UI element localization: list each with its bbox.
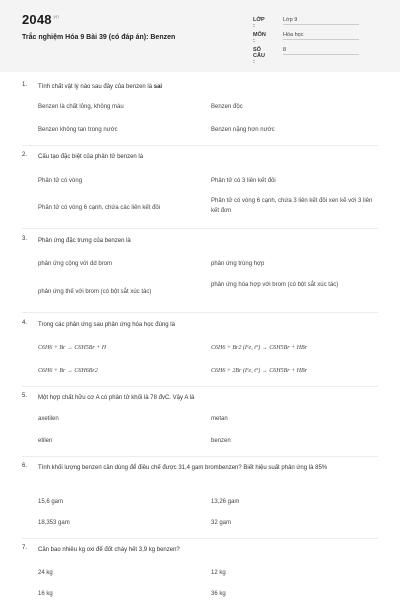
question-text: Một hợp chất hữu cơ A có phân tử khối là 78 đvC. Vậy A là xyxy=(38,395,195,401)
option[interactable]: phản ứng trùng hợp xyxy=(211,261,265,267)
question-text-emphasis: sai xyxy=(153,84,163,90)
option[interactable]: Benzen không tan trong nước xyxy=(38,127,118,133)
option[interactable]: Benzen nặng hơn nước xyxy=(211,127,275,133)
meta-value: Lớp 9 xyxy=(283,17,359,25)
divider xyxy=(22,228,378,229)
option[interactable]: etilen xyxy=(38,438,53,444)
question-number: 7. xyxy=(22,545,28,551)
divider xyxy=(22,145,378,146)
option[interactable]: 24 kg xyxy=(38,570,53,576)
option[interactable]: Benzen độc xyxy=(211,104,243,110)
page-title: Trắc nghiệm Hóa 9 Bài 39 (có đáp án): Benzen xyxy=(22,34,176,41)
site-logo[interactable] xyxy=(22,12,59,27)
question-number: 5. xyxy=(22,393,28,399)
option[interactable]: C6H6 + 2Br (Fe, t°) → C6H5Br + HBr xyxy=(211,368,307,374)
option[interactable]: C6H6 + Br → C6H6Br2 xyxy=(38,368,98,374)
meta-label: LỚP : xyxy=(253,17,265,29)
meta-label: MÔN : xyxy=(253,32,266,44)
divider xyxy=(22,456,378,457)
option[interactable]: benzen xyxy=(211,438,231,444)
question-text: Tính khối lượng benzen cần dùng để điều chế được 31,4 gam brombenzen? Biết hiệu suất phản ứng là 85% xyxy=(38,465,328,471)
option[interactable]: 32 gam xyxy=(211,520,232,526)
question-number: 6. xyxy=(22,463,28,469)
option[interactable]: 15,6 gam xyxy=(38,499,64,505)
option[interactable]: phản ứng hóa hợp với brom (có bột sắt xúc tác) xyxy=(211,282,339,288)
divider xyxy=(22,386,378,387)
option[interactable]: 36 kg xyxy=(211,591,226,597)
option[interactable]: C6H6 + Br2 (Fe, t°) → C6H5Br + HBr xyxy=(211,345,307,351)
divider xyxy=(22,312,378,313)
logo-text: 2048 xyxy=(22,12,52,27)
meta-value: 8 xyxy=(283,47,359,55)
question-text: Phản ứng đặc trưng của benzen là xyxy=(38,238,131,244)
divider xyxy=(22,538,378,539)
meta-value: Hóa học xyxy=(283,32,359,40)
page-header xyxy=(0,0,400,72)
option[interactable]: metan xyxy=(211,416,228,422)
option[interactable]: Phân tử có 3 liên kết đôi xyxy=(211,178,276,184)
question-text: Trong các phản ứng sau phản ứng hóa học đúng là xyxy=(38,322,175,328)
question-text-main: Tính chất vật lý nào sau đây của benzen là xyxy=(38,84,154,90)
option[interactable]: axetilen xyxy=(38,416,59,422)
question-number: 2. xyxy=(22,152,28,158)
option[interactable]: C6H6 + Br → C6H5Br + H xyxy=(38,345,107,351)
option[interactable]: 16 kg xyxy=(38,591,53,597)
option[interactable]: 13,26 gam xyxy=(211,499,240,505)
question-text: Cần bao nhiêu kg oxi để đốt cháy hết 3,9 kg benzen? xyxy=(38,547,180,553)
option[interactable]: Benzen là chất lỏng, không màu xyxy=(38,104,124,110)
option[interactable]: 18,353 gam xyxy=(38,520,70,526)
question-number: 1. xyxy=(22,82,28,88)
logo-suffix: .vn xyxy=(51,14,60,21)
option[interactable]: Phân tử có vòng xyxy=(38,178,83,184)
meta-label: SỐ CÂU : xyxy=(253,47,265,65)
option[interactable]: Phân tử có vòng 6 cạnh, chứa 3 liên kết đôi xen kẽ với 3 liên kết đơn xyxy=(211,198,373,214)
question-text: Cấu tạo đặc biệt của phân tử benzen là xyxy=(38,154,144,160)
question-number: 3. xyxy=(22,236,28,242)
question-number: 4. xyxy=(22,320,28,326)
option[interactable]: phản ứng cộng với dd brom xyxy=(38,261,112,267)
option[interactable]: 12 kg xyxy=(211,570,226,576)
option[interactable]: phản ứng thế với brom (có bột sắt xúc tác) xyxy=(38,289,152,295)
option[interactable]: Phân tử có vòng 6 cạnh, chứa các liên kết đôi xyxy=(38,205,161,211)
question-text xyxy=(38,82,378,92)
